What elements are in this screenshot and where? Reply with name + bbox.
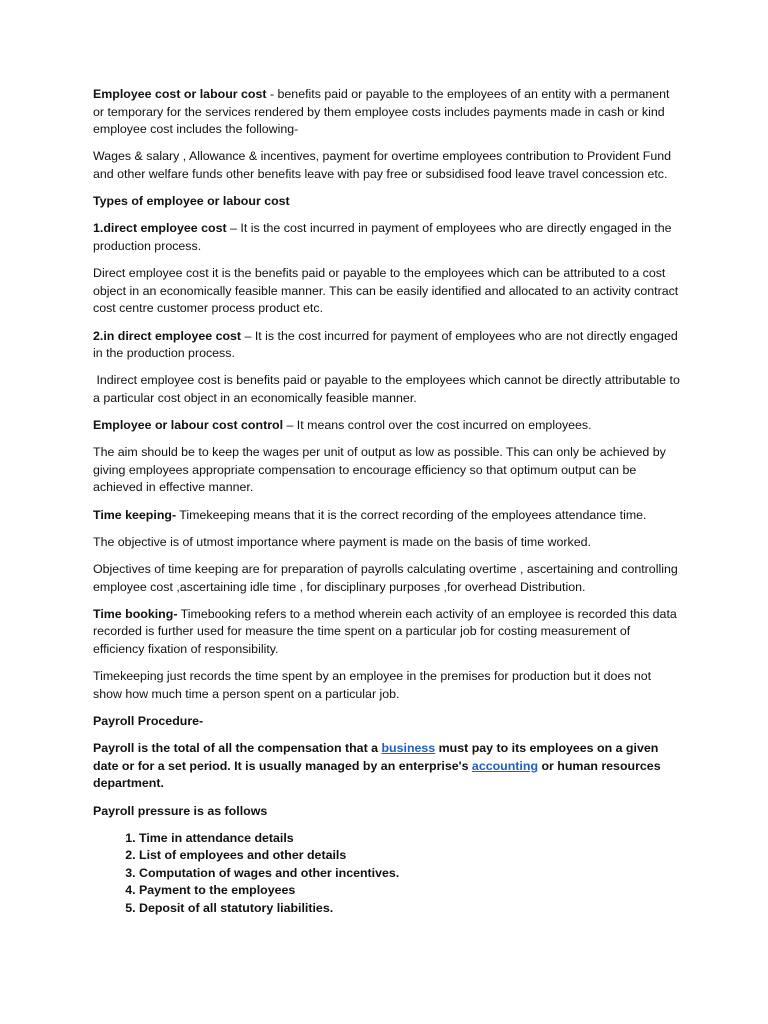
payroll-text-part-3: or human resources department.	[93, 758, 661, 791]
term-time-keeping: Time keeping-	[93, 507, 177, 522]
paragraph-cost-control	[93, 417, 682, 435]
definition-time-booking: Timebooking refers to a method wherein each activity of an employee is recorded this data recorded is further used for measure the time spent on a particular job for costing measurement of efficiency fixation of responsibility.	[93, 606, 677, 656]
definition-time-keeping: Timekeeping means that it is the correct recording of the employees attendance time.	[176, 507, 647, 522]
definition-employee-cost: - benefits paid or payable to the employees of an entity with a permanent or temporary for the services rendered by them employee costs includes payments made in cash or kind employee cost includes the following-	[93, 87, 670, 137]
heading-payroll-pressure	[93, 803, 682, 821]
paragraph-employee-cost	[93, 86, 682, 139]
term-employee-cost: Employee cost or labour cost	[93, 87, 267, 101]
list-item: 4. Payment to the employees	[139, 882, 682, 900]
paragraph-direct-cost-detail: Direct employee cost it is the benefits paid or payable to the employees which can be attributed to a cost object in an economically feasible manner. This can be easily identified and allocated to an activity contract cost centre customer process product etc.	[93, 266, 679, 316]
heading-payroll-text: Payroll Procedure-	[93, 713, 204, 728]
paragraph-indirect-cost	[93, 328, 682, 363]
payroll-definition-text	[93, 741, 661, 790]
list-item: 5. Deposit of all statutory liabilities.	[139, 900, 682, 918]
term-time-booking: Time booking-	[93, 606, 178, 621]
list-item: 3. Computation of wages and other incentives.	[139, 865, 682, 883]
payroll-steps-list	[93, 830, 682, 918]
heading-payroll	[93, 713, 682, 731]
paragraph-timekeeping-note: Timekeeping just records the time spent by an employee in the premises for production but it does not show how much time a person spent on a particular job.	[93, 669, 652, 701]
heading-payroll-pressure-text: Payroll pressure is as follows	[93, 803, 268, 818]
list-item: 2. List of employees and other details	[139, 847, 682, 865]
paragraph-indirect-cost-detail: Indirect employee cost is benefits paid or payable to the employees which cannot be directly attributable to a particular cost object in an economically feasible manner.	[93, 373, 684, 405]
heading-types	[93, 193, 682, 211]
definition-direct-cost: – It is the cost incurred in payment of employees who are directly engaged in the production process.	[93, 221, 672, 253]
link-accounting[interactable]: accounting	[471, 758, 539, 773]
definition-indirect-cost: – It is the cost incurred for payment of employees who are not directly engaged in the production process.	[93, 328, 678, 361]
paragraph-time-booking	[93, 606, 682, 659]
link-business[interactable]: business	[381, 741, 436, 756]
paragraph-objective: The objective is of utmost importance where payment is made on the basis of time worked.	[93, 534, 591, 549]
term-indirect-cost: 2.in direct employee cost	[93, 328, 242, 343]
paragraph-wages: Wages & salary , Allowance & incentives, payment for overtime employees contribution to Provident Fund and other welfare funds other benefits leave with pay free or subsidised food leave travel concession etc.	[93, 149, 672, 181]
term-cost-control: Employee or labour cost control	[93, 418, 284, 433]
payroll-text-part-2: must pay to its employees on a given date or for a set period. It is usually managed by an enterprise's	[93, 741, 659, 773]
paragraph-payroll-definition	[93, 740, 682, 793]
paragraph-objectives-list: Objectives of time keeping are for preparation of payrolls calculating overtime , ascertaining and controlling employee cost ,ascertaining idle time , for disciplinary purposes ,for overhead Distribution.	[93, 562, 678, 594]
term-direct-cost: 1.direct employee cost	[93, 221, 227, 236]
paragraph-aim: The aim should be to keep the wages per unit of output as low as possible. This can only be achieved by giving employees appropriate compensation to encourage efficiency so that optimum output can be achieved in effective manner.	[93, 445, 666, 495]
heading-types-text: Types of employee or labour cost	[93, 194, 290, 209]
paragraph-time-keeping	[93, 507, 682, 525]
payroll-text-part-1: Payroll is the total of all the compensation that a	[93, 741, 382, 756]
paragraph-direct-cost	[93, 220, 682, 255]
list-item: 1. Time in attendance details	[139, 830, 682, 848]
definition-cost-control: – It means control over the cost incurred on employees.	[283, 418, 592, 433]
